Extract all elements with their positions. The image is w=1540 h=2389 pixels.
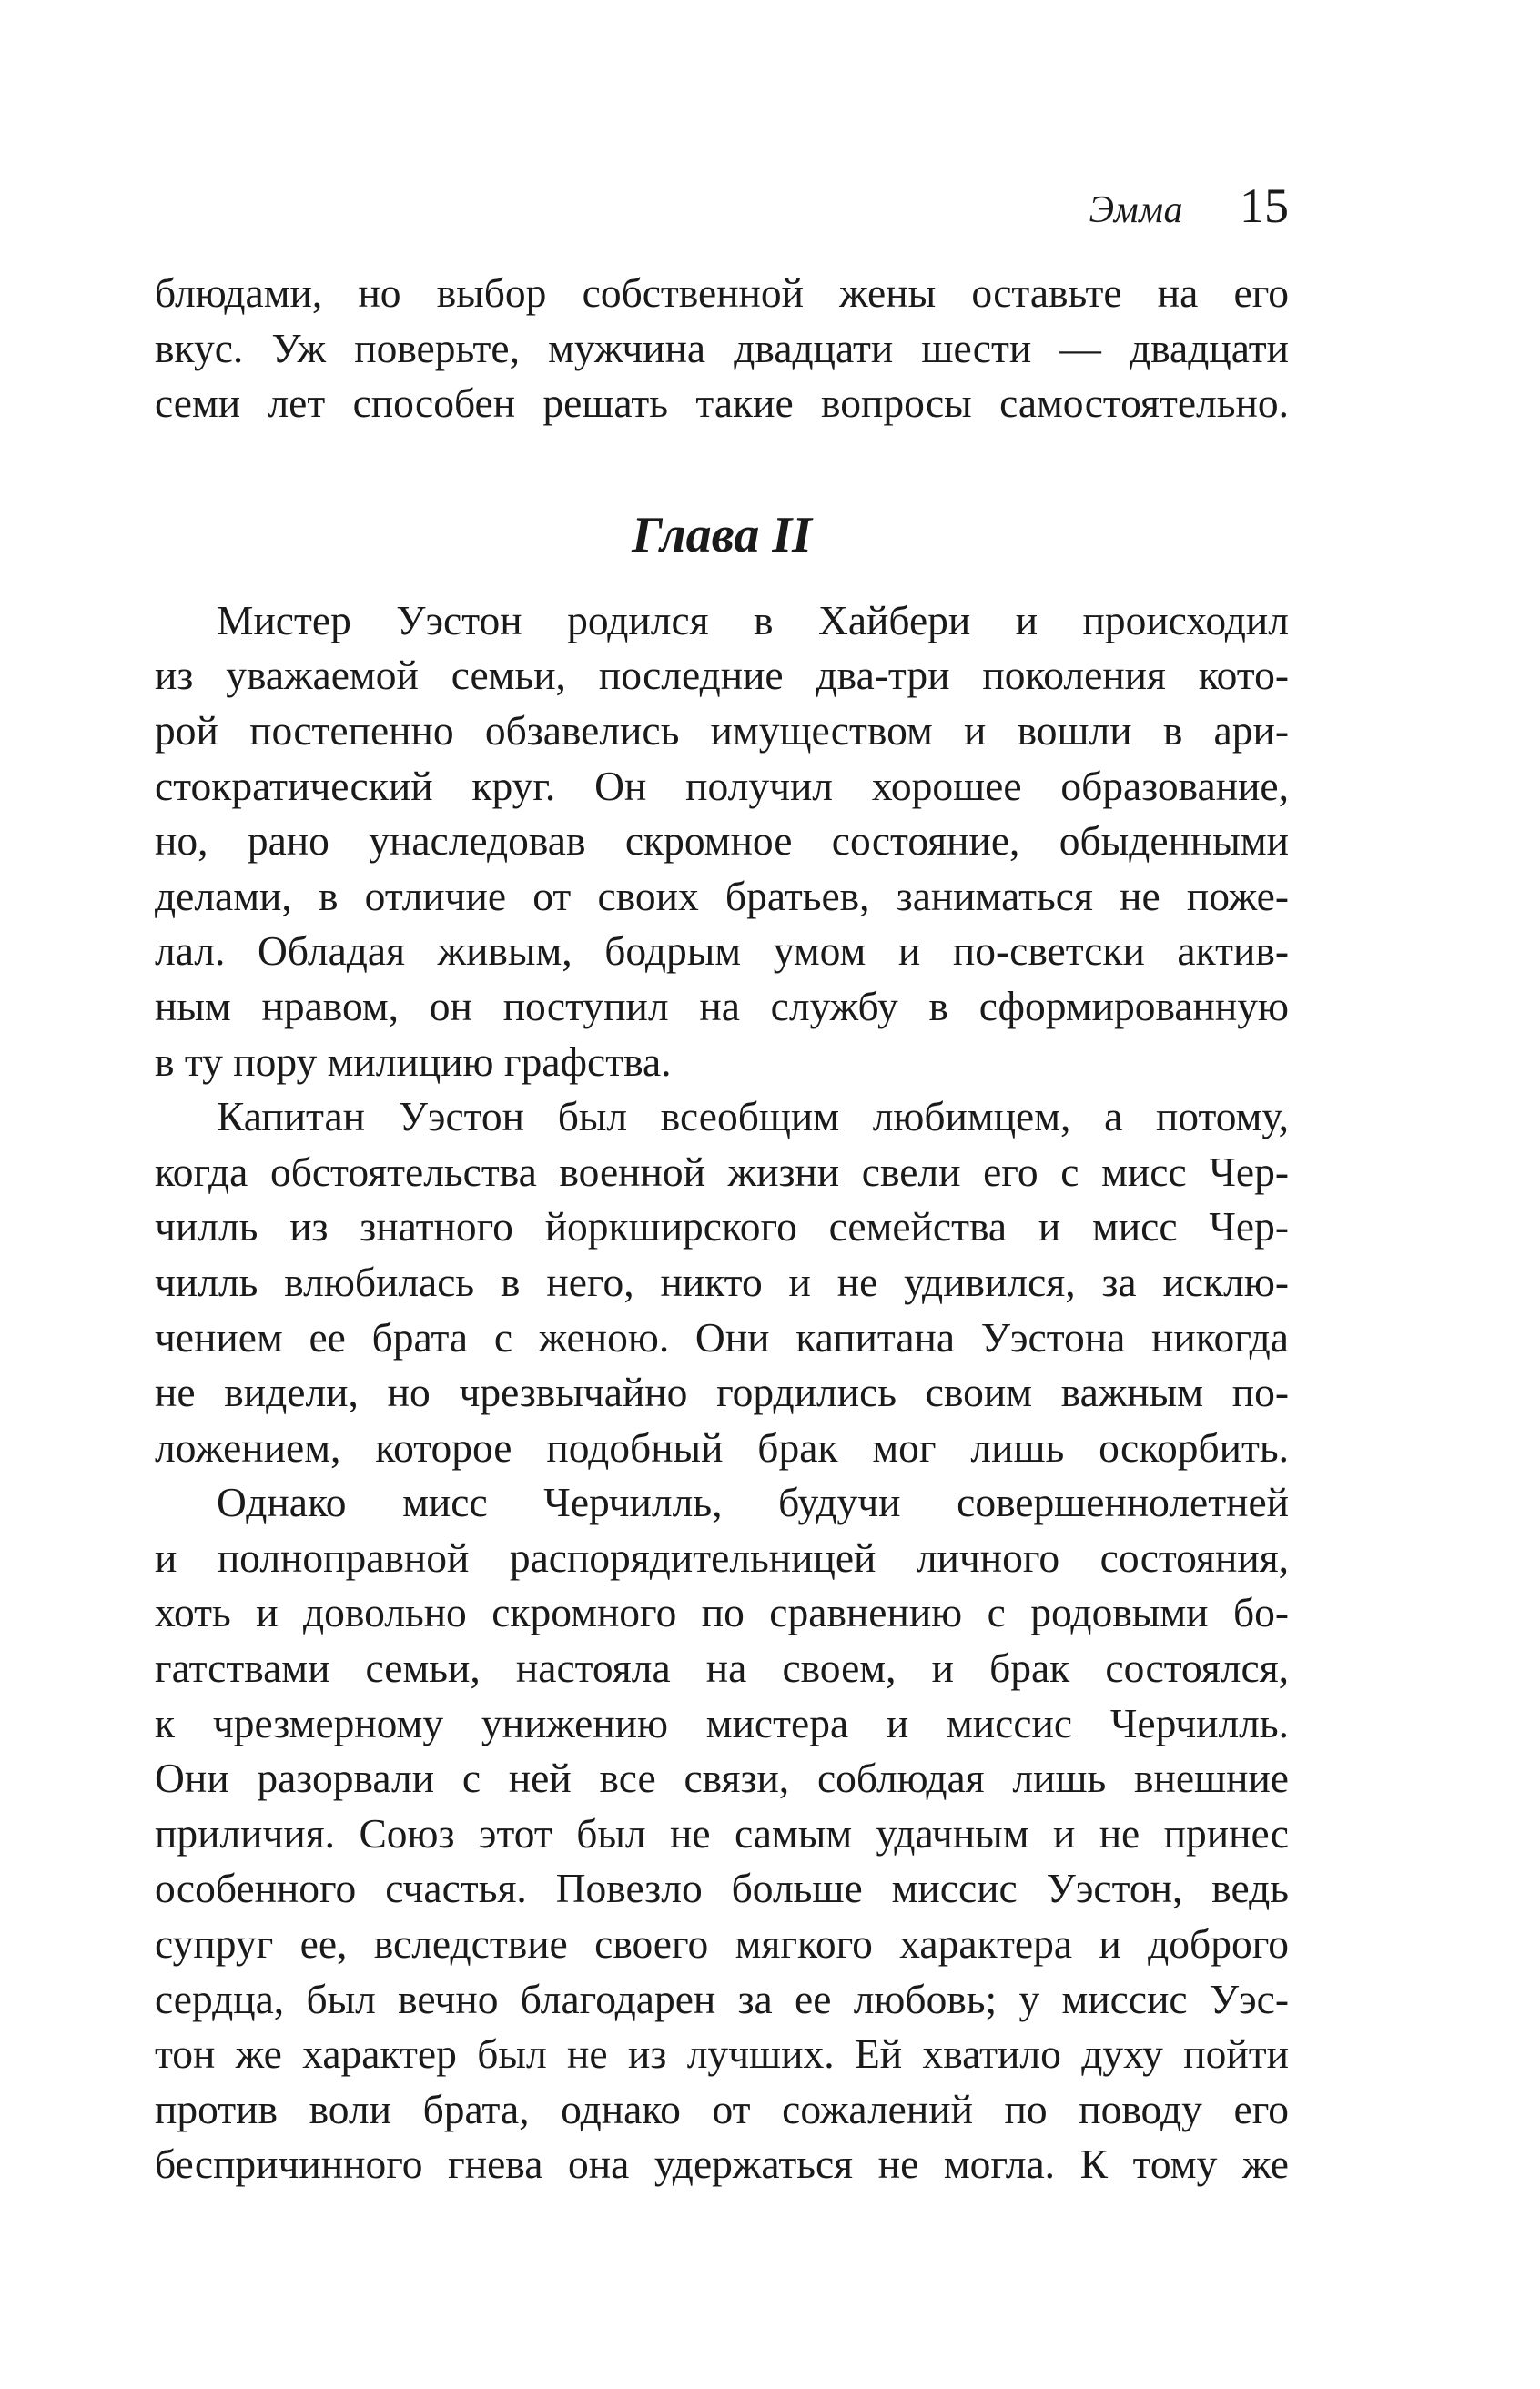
text-line: чилль влюбилась в него, никто и не удивился, за исклю- [155,1258,1289,1305]
text-line: из уважаемой семьи, последние два-три поколения кото- [155,652,1289,699]
text-line: сердца, был вечно благодарен за ее любовь; у миссис Уэс- [155,1975,1289,2022]
text-line: делами, в отличие от своих братьев, заниматься не поже- [155,872,1289,919]
running-head-title: Эмма [1089,189,1183,231]
paragraph-3 [155,1475,1289,2192]
text-line: ным нравом, он поступил на службу в сформированную [155,982,1289,1029]
text-line: особенного счастья. Повезло больше миссис Уэстон, ведь [155,1865,1289,1912]
page-number: 15 [1240,178,1289,233]
text-line: блюдами, но выбор собственной жены оставьте на его [155,269,1289,316]
text-line: Капитан Уэстон был всеобщим любимцем, а потому, [217,1093,1289,1140]
text-line: в ту пору милицию графства. [155,1038,672,1085]
text-line: семи лет способен решать такие вопросы самостоятельно. [155,380,1289,427]
text-line: рой постепенно обзавелись имуществом и вошли в ари- [155,706,1289,754]
body-text [155,266,1289,2192]
text-line: хоть и довольно скромного по сравнению с родовыми бо- [155,1589,1289,1636]
text-line: Они разорвали с ней все связи, соблюдая лишь внешние [155,1755,1289,1802]
intro-paragraph [155,266,1289,431]
text-line: Мистер Уэстон родился в Хайбери и происходил [217,596,1289,643]
text-line: когда обстоятельства военной жизни свели его с мисс Чер- [155,1148,1289,1195]
text-line: стократический круг. Он получил хорошее образование, [155,762,1289,809]
text-line: лал. Обладая живым, бодрым умом и по-светски актив- [155,927,1289,975]
text-line: к чрезмерному унижению мистера и миссис Черчилль. [155,1699,1289,1746]
text-line: не видели, но чрезвычайно гордились своим важным по- [155,1369,1289,1416]
text-line: чением ее брата с женою. Они капитана Уэстона никогда [155,1313,1289,1361]
paragraph-2 [155,1089,1289,1475]
text-line: против воли брата, однако от сожалений по поводу его [155,2085,1289,2132]
text-line: приличия. Союз этот был не самым удачным и не принес [155,1809,1289,1857]
chapter-title: Глава II [632,506,812,563]
text-line: но, рано унаследовав скромное состояние, обыденными [155,817,1289,865]
text-line: чилль из знатного йоркширского семейства и мисс Чер- [155,1203,1289,1250]
text-line: ложением, которое подобный брак мог лишь оскорбить. [155,1423,1289,1471]
text-line: вкус. Уж поверьте, мужчина двадцати шести — двадцати [155,324,1289,371]
text-line: гатствами семьи, настояла на своем, и брак состоялся, [155,1645,1289,1692]
text-line: супруг ее, вследствие своего мягкого характера и доброго [155,1920,1289,1968]
text-line: Однако мисс Черчилль, будучи совершеннолетней [217,1479,1289,1526]
text-line: и полноправной распорядительницей личного состояния, [155,1534,1289,1581]
text-line: беспричинного гнева она удержаться не могла. К тому же [155,2141,1289,2188]
text-line: тон же характер был не из лучших. Ей хватило духу пойти [155,2030,1289,2078]
running-head [155,173,1289,238]
paragraph-1 [155,593,1289,1089]
